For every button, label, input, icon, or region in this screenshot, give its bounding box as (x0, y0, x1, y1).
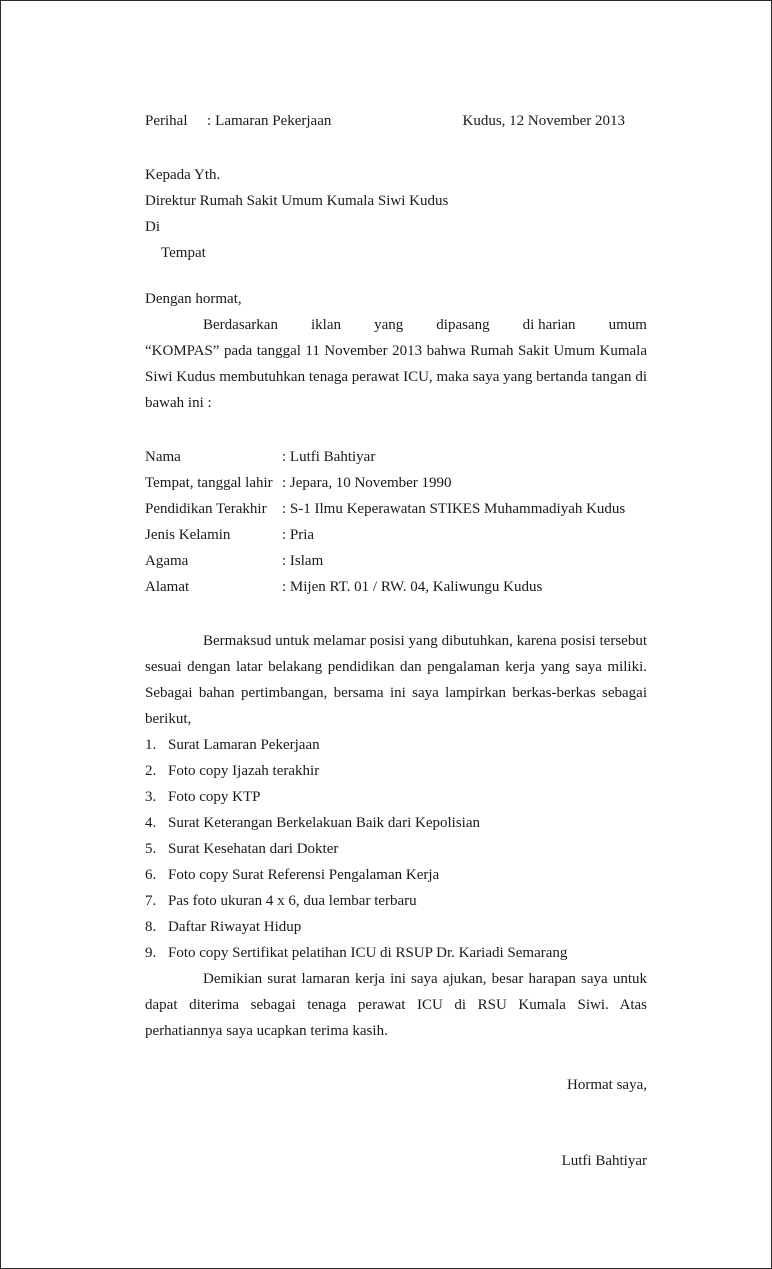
list-number: 3. (145, 789, 157, 805)
list-number: 2. (145, 763, 157, 779)
recipient-di: Di (145, 219, 160, 235)
subject-line (145, 108, 647, 134)
list-text: Surat Lamaran Pekerjaan (168, 737, 320, 753)
opening-word: umum (608, 317, 647, 333)
list-number: 6. (145, 867, 157, 883)
regards: Hormat saya, (567, 1077, 647, 1093)
list-number: 1. (145, 737, 157, 753)
list-text: Foto copy Ijazah terakhir (168, 763, 320, 779)
opening-word: iklan (311, 317, 342, 333)
opening-word: di harian (522, 317, 576, 333)
identity-label: Agama (145, 553, 189, 569)
place-date: Kudus, 12 November 2013 (462, 113, 625, 129)
opening-word: dipasang (436, 317, 490, 333)
list-text: Foto copy Sertifikat pelatihan ICU di RSUP Dr. Kariadi Semarang (168, 945, 568, 961)
identity-label: Alamat (145, 579, 190, 595)
identity-value: : Pria (282, 527, 315, 543)
identity-block (145, 444, 647, 600)
list-item (145, 810, 647, 836)
identity-row (145, 496, 647, 522)
recipient-greeting: Kepada Yth. (145, 167, 221, 183)
identity-row (145, 522, 647, 548)
list-number: 8. (145, 919, 157, 935)
identity-value: : Mijen RT. 01 / RW. 04, Kaliwungu Kudus (282, 579, 543, 595)
recipient-place: Tempat (161, 245, 206, 261)
identity-label: Pendidikan Terakhir (145, 501, 267, 517)
letter-content (145, 108, 647, 1174)
list-number: 9. (145, 945, 157, 961)
identity-row (145, 470, 647, 496)
list-item (145, 940, 647, 966)
opening-paragraph: “KOMPAS” pada tanggal 11 November 2013 bahwa Rumah Sakit Umum Kumala Siwi Kudus membutuhkan tenaga perawat ICU, maka saya yang bertanda tangan di bawah ini : (145, 343, 647, 411)
identity-row (145, 548, 647, 574)
list-text: Foto copy Surat Referensi Pengalaman Kerja (168, 867, 440, 883)
identity-label: Nama (145, 449, 181, 465)
recipient-name: Direktur Rumah Sakit Umum Kumala Siwi Kudus (145, 193, 449, 209)
list-number: 5. (145, 841, 157, 857)
list-item (145, 784, 647, 810)
list-text: Foto copy KTP (168, 789, 261, 805)
identity-value: : Jepara, 10 November 1990 (282, 475, 452, 491)
list-text: Pas foto ukuran 4 x 6, dua lembar terbaru (168, 893, 417, 909)
subject-value: Lamaran Pekerjaan (215, 113, 332, 129)
list-text: Surat Keterangan Berkelakuan Baik dari Kepolisian (168, 815, 480, 831)
list-item (145, 914, 647, 940)
purpose-paragraph: Bermaksud untuk melamar posisi yang dibutuhkan, karena posisi tersebut sesuai dengan latar belakang pendidikan dan pengalaman kerja yang saya miliki. Sebagai bahan pertimbangan, bersama ini saya lampirkan berkas-berkas sebagai berikut, (145, 633, 647, 727)
opening-word: Berdasarkan (203, 317, 278, 333)
list-item (145, 836, 647, 862)
identity-value: : Lutfi Bahtiyar (282, 449, 376, 465)
list-text: Surat Kesehatan dari Dokter (168, 841, 339, 857)
identity-row (145, 444, 647, 470)
identity-value: : S-1 Ilmu Keperawatan STIKES Muhammadiyah Kudus (282, 501, 626, 517)
subject-label: Perihal (145, 113, 188, 129)
list-number: 4. (145, 815, 157, 831)
identity-row (145, 574, 647, 600)
opening-first-line (145, 312, 647, 338)
list-item (145, 862, 647, 888)
signer-name: Lutfi Bahtiyar (561, 1153, 647, 1169)
list-text: Daftar Riwayat Hidup (168, 919, 302, 935)
identity-label: Jenis Kelamin (145, 527, 231, 543)
subject-value-wrap (207, 108, 331, 134)
identity-label: Tempat, tanggal lahir (145, 475, 273, 491)
list-item (145, 758, 647, 784)
opening-word: yang (374, 317, 404, 333)
list-item (145, 888, 647, 914)
attachment-list (145, 732, 647, 966)
closing-paragraph: Demikian surat lamaran kerja ini saya ajukan, besar harapan saya untuk dapat diterima sebagai tenaga perawat ICU di RSU Kumala Siwi. Atas perhatiannya saya ucapkan terima kasih. (145, 971, 647, 1039)
identity-value: : Islam (282, 553, 324, 569)
subject-colon: : (207, 113, 212, 129)
salutation: Dengan hormat, (145, 291, 242, 307)
list-item (145, 732, 647, 758)
list-number: 7. (145, 893, 157, 909)
